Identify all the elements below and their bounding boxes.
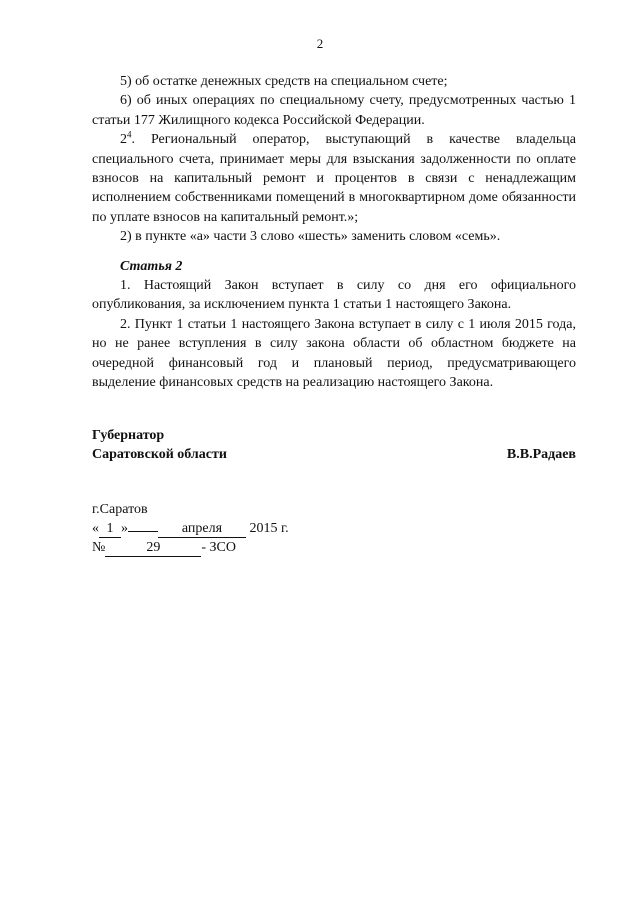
paragraph-number: 2 (120, 132, 127, 148)
date-month: апреля (158, 521, 246, 538)
amendment-item-5: 5) об остатке денежных средств на специальном счете; (120, 74, 448, 89)
paragraph-number-superscript: 4 (127, 129, 132, 140)
article-2-heading: Статья 2 (120, 258, 183, 274)
date-gap-line (128, 531, 158, 532)
signatory-name: В.В.Радаев (506, 447, 576, 463)
amendment-paragraph-2-4: $2^4$. Региональный оператор, выступающий в качестве владельца специального счета, принимает меры для взыскания задолженности по оплате взносов на капитальный ремонт и процентов в связи с ненадлежащим исполнением собственниками помещений в многоквартирном доме обязанности по уплате взносов на капитальный ремонт.»; (92, 129, 577, 225)
date-quote-close: » (121, 521, 128, 536)
signatory-title-line1: Губернатор (92, 428, 165, 443)
signatory-title-line2: Саратовской области (92, 447, 227, 463)
number-sign: № (92, 540, 106, 555)
date-year: 2015 г. (249, 521, 289, 536)
date-quote-open: « (92, 521, 99, 536)
article-2-item-1: 1. Настоящий Закон вступает в силу со дня его официального опубликования, за исключением пункта 1 статьи 1 настоящего Закона. (92, 278, 576, 313)
footer-number (92, 538, 289, 557)
paragraph-text: Региональный оператор, выступающий в качестве владельца специального счета, принимает меры для взыскания задолженности по оплате взносов на капитальный ремонт и процентов в связи с ненадлежащим исполнением собственниками помещений в многоквартирном доме обязанности по уплате взносов на капитальный ремонт.»; (92, 132, 577, 225)
signature-block (92, 426, 576, 465)
document-footer (92, 500, 289, 557)
page-number: 2 (316, 36, 324, 51)
article-2-item-2: 2. Пункт 1 статьи 1 настоящего Закона вступает в силу с 1 июля 2015 года, но не ранее вступления в силу закона области об областном бюджете на очередной финансовый год и плановый период, предусматривающего выделение финансовых средств на реализацию настоящего Закона. (92, 316, 576, 391)
footer-date (92, 519, 289, 538)
amendment-item-2: 2) в пункте «а» части 3 слово «шесть» заменить словом «семь». (120, 229, 501, 245)
date-day: 1 (99, 521, 121, 538)
document-number: 29 (105, 540, 201, 557)
document-body (92, 72, 576, 393)
number-suffix: - ЗСО (201, 540, 236, 555)
amendment-item-6: 6) об иных операциях по специальному счету, предусмотренных частью 1 статьи 177 Жилищного кодекса Российской Федерации. (92, 93, 576, 128)
footer-city: г.Саратов (92, 502, 148, 517)
